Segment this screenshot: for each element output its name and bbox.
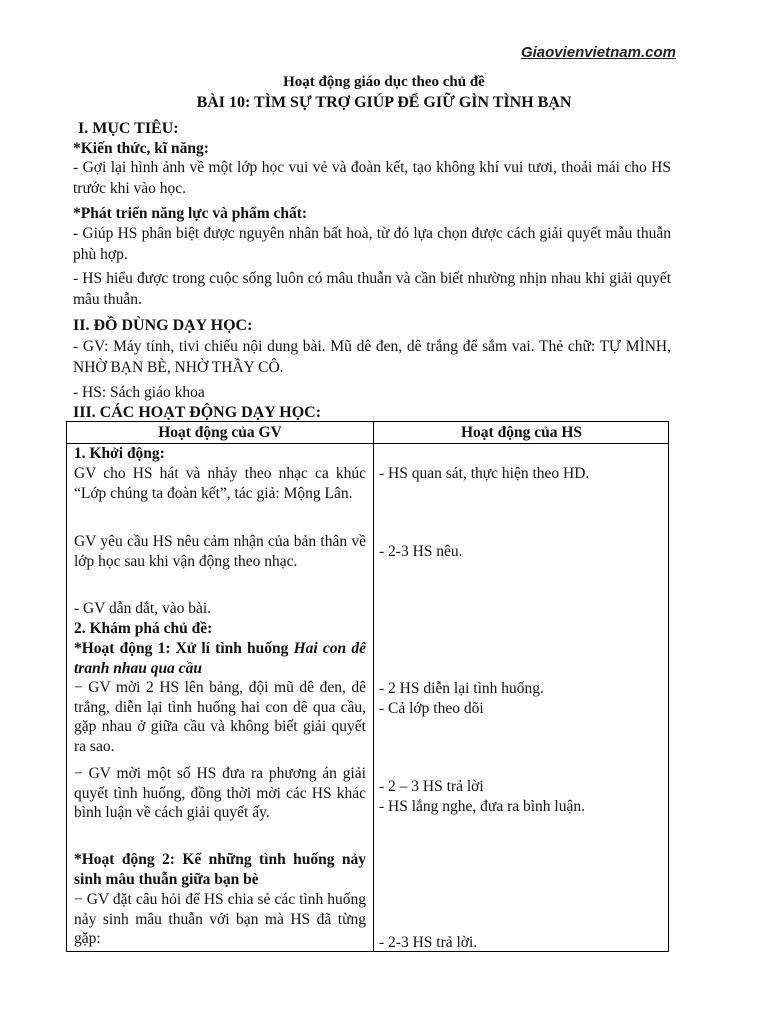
hs-response-3: - 2 HS diễn lại tình huống. [379,680,544,697]
watermark-link[interactable]: Giaovienvietnam.com [520,44,676,61]
hs-response-6: - HS lắng nghe, đưa ra bình luận. [379,798,585,815]
activity-1-heading-title: Hai con dê tranh nhau qua cầu [74,640,366,677]
hs-response-5: - 2 – 3 HS trả lời [379,778,484,795]
activity-2-text: − GV đặt câu hỏi để HS chia sẻ các tình huống nảy sinh mâu thuẫn với bạn mà HS đã từng gặp: [74,891,366,947]
warmup-heading: 1. Khởi động: [74,445,165,462]
gv-materials: - GV: Máy tính, tivi chiếu nội dung bài. Mũ dê đen, dê trắng để sắm vai. Thẻ chữ: TỰ MÌNH, NHỜ BẠN BÈ, NHỜ THẦY CÔ. [73,338,671,376]
hs-response-2: - 2-3 HS nêu. [379,543,463,560]
activities-table [66,421,669,952]
competence-text-2: - HS hiểu được trong cuộc sống luôn có mâu thuẫn và cần biết nhường nhịn nhau khi giải quyết mâu thuẫn. [73,270,671,308]
activity-1-text-1: − GV mời 2 HS lên bảng, đội mũ dê đen, dê trắng, diễn lại tình huống hai con dê qua cầu, gặp nhau ở giữa cầu và không biết giải quyết ra sao. [74,679,366,755]
competence-text-1: - Giúp HS phân biệt được nguyên nhân bất hoà, từ đó lựa chọn được cách giải quyết mẫu thuẫn phù hợp. [73,225,671,263]
competence-heading: *Phát triển năng lực và phẩm chất: [73,205,308,222]
section-3-heading: III. CÁC HOẠT ĐỘNG DẠY HỌC: [73,404,322,421]
knowledge-text: - Gợi lại hình ảnh về một lớp học vui vẻ và đoàn kết, tạo không khí vui tươi, thoải mái cho HS trước khi vào học. [73,159,671,197]
section-2-heading: II. ĐỒ DÙNG DẠY HỌC: [73,317,253,334]
hs-response-1: - HS quan sát, thực hiện theo HD. [379,465,590,482]
hs-response-7: - 2-3 HS trả lời. [379,934,478,951]
lesson-title: BÀI 10: TÌM SỰ TRỢ GIÚP ĐỂ GIỮ GÌN TÌNH BẠN [196,94,572,111]
activity-1-heading-label: *Hoạt động 1: Xử lí tình huống [74,640,294,657]
column-header-hs: Hoạt động của HS [460,424,582,441]
warmup-text-2: GV yêu cầu HS nêu cảm nhận của bản thân về lớp học sau khi vận động theo nhạc. [74,533,366,570]
lesson-subtitle: Hoạt động giáo dục theo chủ đề [283,74,485,90]
activity-1-text-2: − GV mời một số HS đưa ra phương án giải quyết tình huống, đồng thời mời các HS khác bình luận về cách giải quyết ấy. [74,765,366,821]
hs-materials: - HS: Sách giáo khoa [73,384,205,401]
warmup-text-3: - GV dẫn dắt, vào bài. [74,600,212,617]
warmup-text-1: GV cho HS hát và nhảy theo nhạc ca khúc “Lớp chúng ta đoàn kết”, tác giả: Mộng Lân. [74,465,366,502]
hs-response-4: - Cả lớp theo dõi [379,700,484,717]
activity-2-heading: *Hoạt động 2: Kể những tình huống nảy sinh mâu thuẫn giữa bạn bè [74,851,366,888]
explore-heading: 2. Khám phá chủ đề: [74,620,213,637]
column-header-gv: Hoạt động của GV [158,424,282,441]
knowledge-heading: *Kiến thức, kĩ năng: [73,140,209,157]
activity-1-heading [74,639,366,678]
section-1-heading: I. MỤC TIÊU: [78,120,179,137]
column-divider [373,422,374,951]
